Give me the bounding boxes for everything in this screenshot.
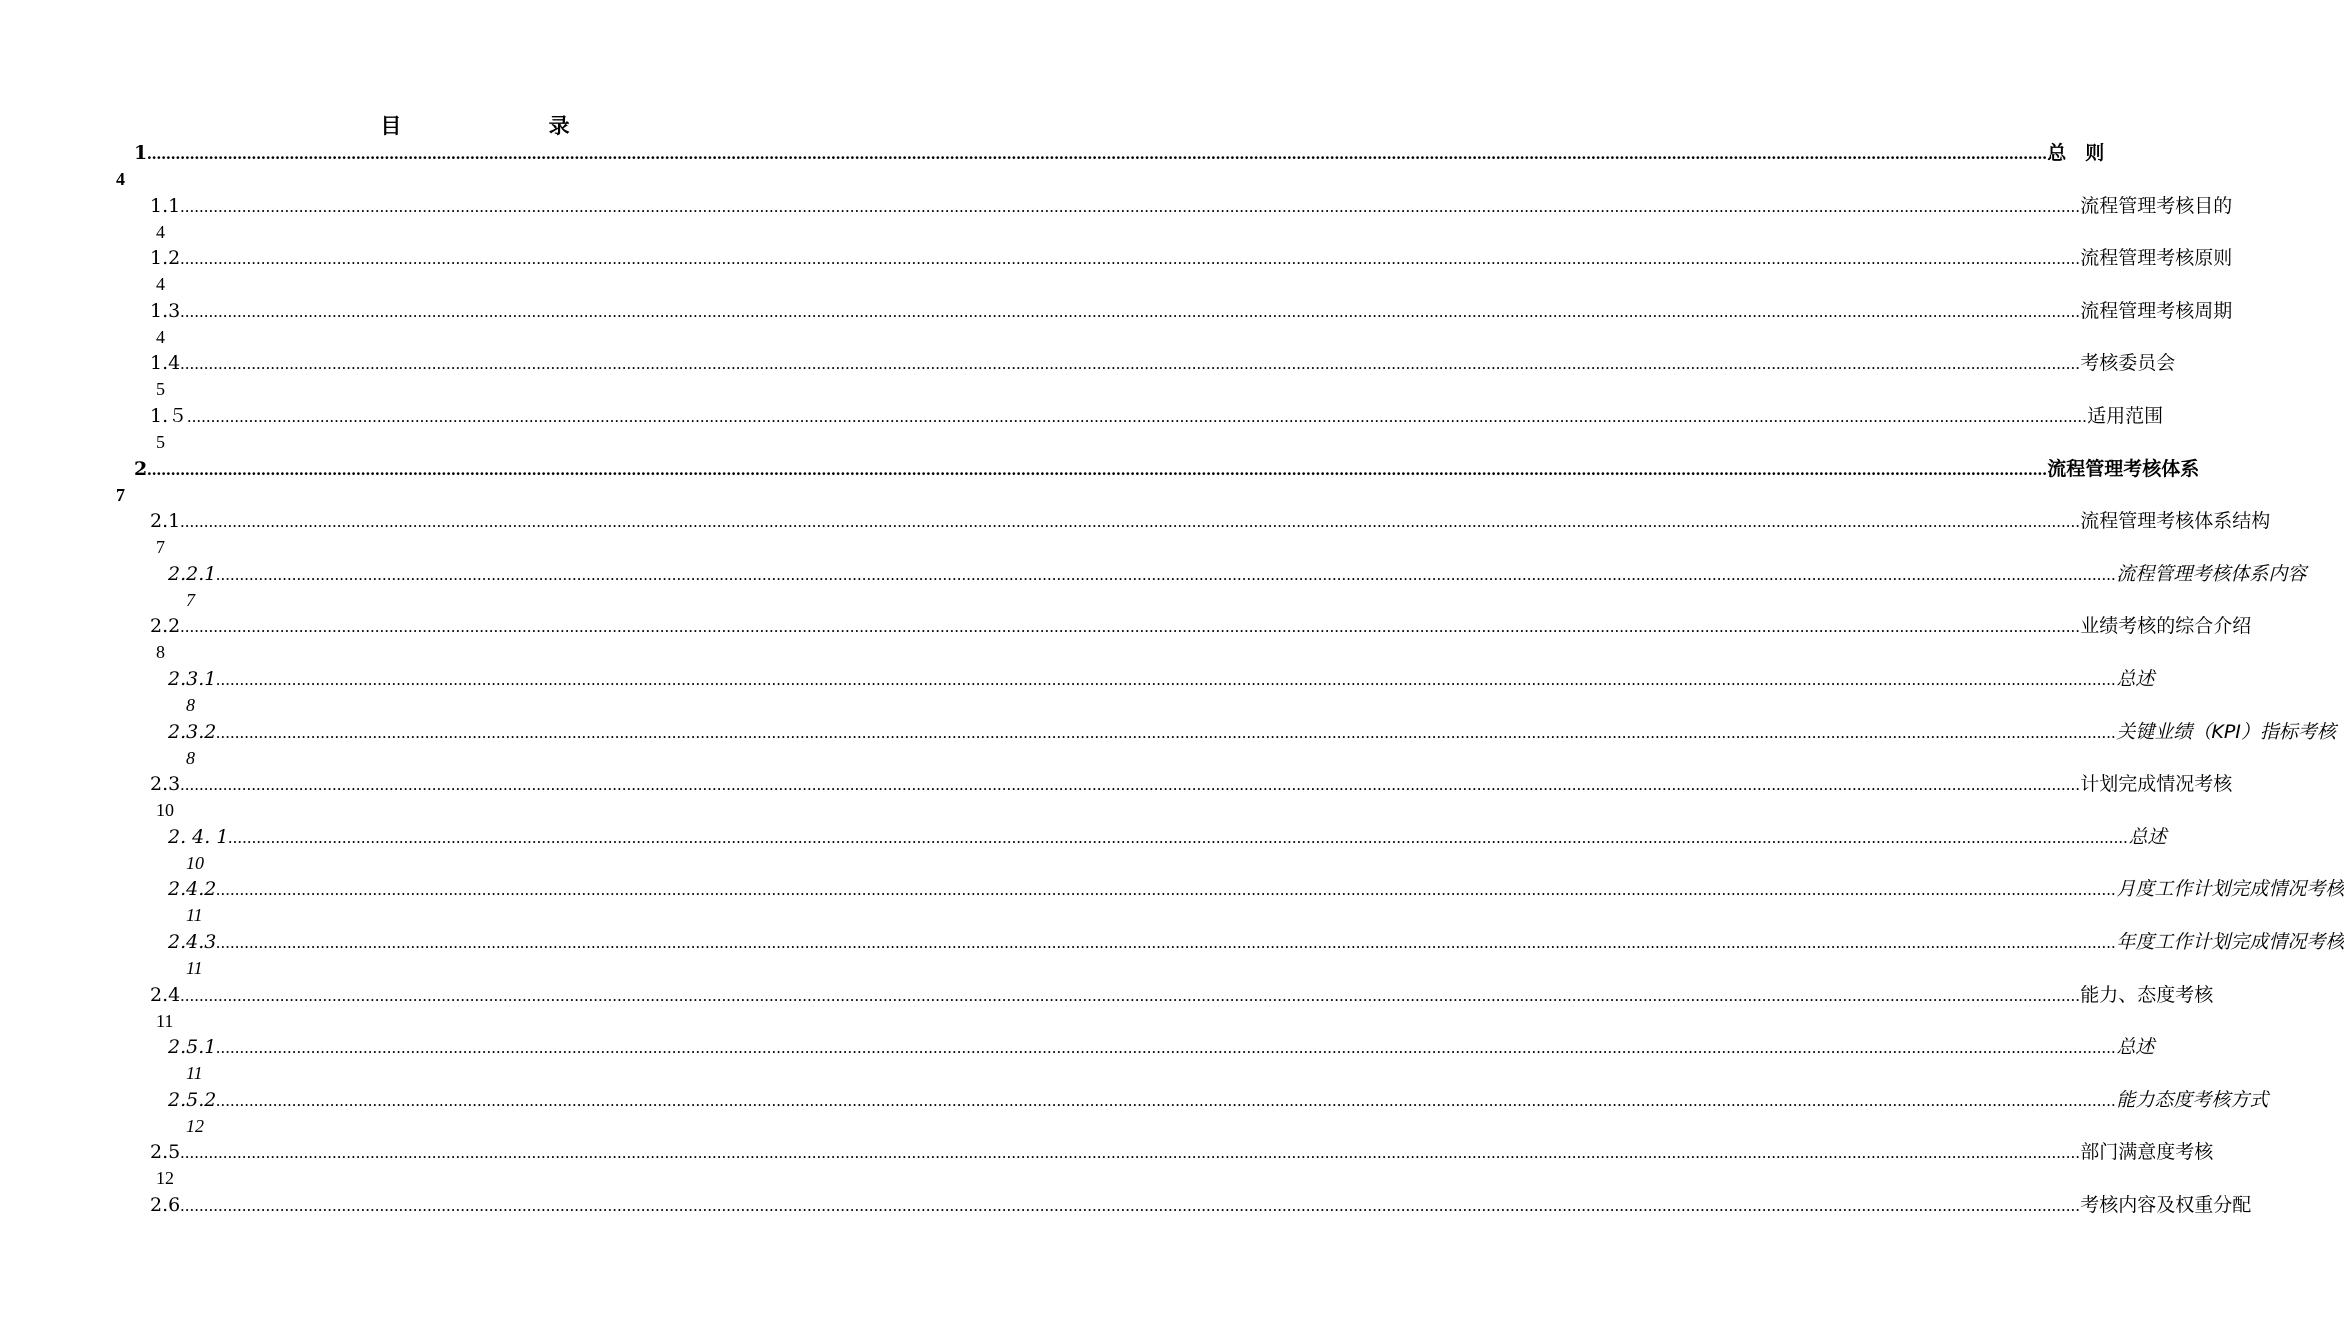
toc-entry-title: 流程管理考核体系 bbox=[2047, 457, 2200, 480]
toc-dot-leader: ................................................................................................................................................................................................................................................................................................................................................................................................................ bbox=[216, 1038, 2117, 1058]
toc-dot-leader: ................................................................................................................................................................................................................................................................................................................................................................................................................ bbox=[187, 406, 2088, 426]
toc-page-number: 11 bbox=[156, 1010, 174, 1031]
toc-entry-number: 1.1 bbox=[150, 194, 181, 217]
toc-page-number: 11 bbox=[186, 905, 203, 926]
toc-page-number: 10 bbox=[186, 852, 204, 873]
toc-entry-title: 总 则 bbox=[2047, 142, 2105, 164]
toc-entry-line bbox=[150, 613, 2252, 640]
toc-entry-number: 2.4 bbox=[150, 983, 181, 1006]
toc-page-number: 4 bbox=[156, 274, 165, 295]
toc-entry-title: 年度工作计划完成情况考核 bbox=[2116, 930, 2344, 953]
toc-entry[interactable] bbox=[0, 1192, 2252, 1245]
toc-page-number: 12 bbox=[156, 1168, 174, 1189]
toc-entry-title: 业绩考核的综合介绍 bbox=[2080, 615, 2252, 638]
toc-entry[interactable] bbox=[0, 613, 2252, 666]
toc-entry-number: 2.2.1 bbox=[168, 562, 217, 585]
toc-dot-leader: ................................................................................................................................................................................................................................................................................................................................................................................................................ bbox=[216, 669, 2117, 689]
toc-entry-title: 总述 bbox=[2116, 667, 2155, 690]
toc-entry-number: 1.2 bbox=[150, 247, 181, 270]
toc-page-number: 5 bbox=[156, 431, 165, 452]
toc-entry-line bbox=[168, 561, 2307, 588]
toc-entry-line bbox=[150, 508, 2271, 535]
toc-entry-title: 能力、态度考核 bbox=[2080, 983, 2214, 1006]
toc-dot-leader: ................................................................................................................................................................................................................................................................................................................................................................................................................ bbox=[180, 1195, 2081, 1215]
toc-entry-title: 适用范围 bbox=[2087, 404, 2164, 427]
toc-entry-title: 流程管理考核体系结构 bbox=[2080, 510, 2271, 533]
toc-entry-title: 部门满意度考核 bbox=[2080, 1141, 2214, 1164]
toc-dot-leader: ................................................................................................................................................................................................................................................................................................................................................................................................................ bbox=[147, 459, 2048, 479]
toc-entry-number: 2.6 bbox=[150, 1193, 181, 1216]
toc-entry-title: 计划完成情况考核 bbox=[2080, 773, 2233, 796]
toc-entry[interactable] bbox=[0, 508, 2271, 561]
toc-page-number: 7 bbox=[156, 537, 165, 558]
toc-dot-leader: ................................................................................................................................................................................................................................................................................................................................................................................................................ bbox=[216, 564, 2117, 584]
toc-page-number: 8 bbox=[186, 747, 195, 768]
toc-page-number: 11 bbox=[186, 957, 203, 978]
toc-entry-line bbox=[150, 245, 2233, 272]
toc-dot-leader: ................................................................................................................................................................................................................................................................................................................................................................................................................ bbox=[180, 985, 2081, 1005]
toc-entry[interactable] bbox=[0, 193, 2233, 246]
toc-dot-leader: ................................................................................................................................................................................................................................................................................................................................................................................................................ bbox=[216, 1090, 2117, 1110]
toc-entry-line bbox=[168, 666, 2155, 693]
toc-entry[interactable] bbox=[0, 876, 2344, 929]
toc-page-number: 12 bbox=[186, 1115, 204, 1136]
toc-entry[interactable] bbox=[0, 1139, 2214, 1192]
toc-entry-line bbox=[150, 982, 2214, 1009]
toc-title bbox=[0, 110, 950, 140]
toc-entry[interactable] bbox=[0, 1034, 2155, 1087]
toc-entry[interactable] bbox=[0, 1087, 2269, 1140]
toc-entry[interactable] bbox=[0, 824, 2167, 877]
toc-page-number: 7 bbox=[186, 589, 195, 610]
toc-entry-line bbox=[168, 876, 2344, 903]
toc-entry-title: 总述 bbox=[2116, 1036, 2155, 1059]
toc-entry-line bbox=[168, 824, 2167, 851]
toc-page-number: 7 bbox=[116, 484, 125, 505]
toc-entry[interactable] bbox=[0, 982, 2214, 1035]
toc-dot-leader: ................................................................................................................................................................................................................................................................................................................................................................................................................ bbox=[180, 196, 2081, 216]
toc-entry[interactable] bbox=[0, 245, 2233, 298]
toc-entry-number: 1.4 bbox=[150, 352, 181, 375]
toc-page-number: 5 bbox=[156, 379, 165, 400]
toc-dot-leader: ................................................................................................................................................................................................................................................................................................................................................................................................................ bbox=[216, 880, 2117, 900]
toc-entry-number: 1 bbox=[134, 142, 148, 164]
toc-entry-number: 2.3.2 bbox=[168, 720, 217, 743]
toc-entry-number: 2. 4. 1 bbox=[168, 825, 229, 848]
toc-entry-title: 关键业绩（KPI）指标考核 bbox=[2116, 720, 2336, 743]
toc-entry-line bbox=[168, 1087, 2269, 1114]
toc-dot-leader: ................................................................................................................................................................................................................................................................................................................................................................................................................ bbox=[216, 722, 2117, 742]
toc-title-char-1: 目 bbox=[380, 114, 402, 138]
toc-dot-leader: ................................................................................................................................................................................................................................................................................................................................................................................................................ bbox=[180, 617, 2081, 637]
toc-entry[interactable] bbox=[0, 298, 2233, 351]
toc-dot-leader: ................................................................................................................................................................................................................................................................................................................................................................................................................ bbox=[180, 512, 2081, 532]
toc-page-number: 8 bbox=[156, 642, 165, 663]
toc-entry-title: 考核内容及权重分配 bbox=[2080, 1193, 2252, 1216]
toc-entry[interactable] bbox=[0, 771, 2233, 824]
toc-entry-title: 月度工作计划完成情况考核 bbox=[2116, 878, 2344, 901]
toc-entry-line bbox=[134, 456, 2200, 483]
toc-entry-number: 2.5.1 bbox=[168, 1036, 217, 1059]
toc-entry-line bbox=[150, 298, 2233, 325]
toc-page-number: 4 bbox=[156, 221, 165, 242]
toc-entry-line bbox=[150, 771, 2233, 798]
toc-title-char-2: 录 bbox=[548, 114, 570, 138]
toc-entry-number: 2.5.2 bbox=[168, 1088, 217, 1111]
toc-dot-leader: ................................................................................................................................................................................................................................................................................................................................................................................................................ bbox=[228, 827, 2129, 847]
toc-dot-leader: ................................................................................................................................................................................................................................................................................................................................................................................................................ bbox=[216, 932, 2117, 952]
toc-dot-leader: ................................................................................................................................................................................................................................................................................................................................................................................................................ bbox=[180, 354, 2081, 374]
toc-entry-line bbox=[150, 193, 2233, 220]
toc-entry-line bbox=[168, 719, 2336, 746]
toc-entry-number: 2.1 bbox=[150, 510, 181, 533]
toc-dot-leader: ................................................................................................................................................................................................................................................................................................................................................................................................................ bbox=[180, 1143, 2081, 1163]
toc-page-number: 10 bbox=[156, 800, 174, 821]
toc-entry[interactable] bbox=[0, 403, 2164, 456]
toc-entry-line bbox=[134, 140, 2105, 167]
toc-entry-line bbox=[150, 1139, 2214, 1166]
toc-entry[interactable] bbox=[0, 561, 2307, 614]
toc-entry-line bbox=[168, 1034, 2155, 1061]
toc-page-number: 8 bbox=[186, 694, 195, 715]
toc-entry[interactable] bbox=[0, 350, 2176, 403]
toc-page-number: 4 bbox=[156, 326, 165, 347]
toc-entry[interactable] bbox=[0, 456, 2200, 509]
toc-entry-number: 2.4.2 bbox=[168, 878, 217, 901]
toc-entry-title: 考核委员会 bbox=[2080, 352, 2176, 375]
toc-dot-leader: ................................................................................................................................................................................................................................................................................................................................................................................................................ bbox=[180, 249, 2081, 269]
toc-entry-line bbox=[150, 350, 2176, 377]
toc-entry-title: 流程管理考核周期 bbox=[2080, 299, 2233, 322]
toc-entry-number: 2.5 bbox=[150, 1141, 181, 1164]
toc-entry-line bbox=[150, 403, 2164, 430]
toc-entry-number: 1.3 bbox=[150, 299, 181, 322]
toc-entry-number: 2.2 bbox=[150, 615, 181, 638]
table-of-contents bbox=[0, 140, 2344, 1244]
toc-page-number: 11 bbox=[186, 1063, 203, 1084]
toc-dot-leader: ................................................................................................................................................................................................................................................................................................................................................................................................................ bbox=[180, 775, 2081, 795]
toc-entry-number: 2.3.1 bbox=[168, 667, 217, 690]
toc-entry-number: 2.4.3 bbox=[168, 930, 217, 953]
toc-entry-title: 总述 bbox=[2128, 825, 2167, 848]
toc-entry[interactable] bbox=[0, 929, 2344, 982]
toc-entry[interactable] bbox=[0, 666, 2155, 719]
toc-entry-title: 流程管理考核体系内容 bbox=[2116, 562, 2307, 585]
toc-entry[interactable] bbox=[0, 719, 2336, 772]
toc-dot-leader: ................................................................................................................................................................................................................................................................................................................................................................................................................ bbox=[147, 144, 2048, 163]
toc-entry-title: 流程管理考核原则 bbox=[2080, 247, 2233, 270]
toc-entry-title: 能力态度考核方式 bbox=[2116, 1088, 2269, 1111]
toc-page-number: 4 bbox=[116, 169, 125, 189]
toc-entry-title: 流程管理考核目的 bbox=[2080, 194, 2233, 217]
toc-dot-leader: ................................................................................................................................................................................................................................................................................................................................................................................................................ bbox=[180, 301, 2081, 321]
toc-entry[interactable] bbox=[0, 140, 2105, 193]
toc-entry-line bbox=[150, 1192, 2252, 1219]
toc-entry-number: 1.５ bbox=[150, 404, 188, 427]
toc-entry-number: 2 bbox=[134, 457, 148, 480]
toc-entry-line bbox=[168, 929, 2344, 956]
toc-entry-number: 2.3 bbox=[150, 773, 181, 796]
